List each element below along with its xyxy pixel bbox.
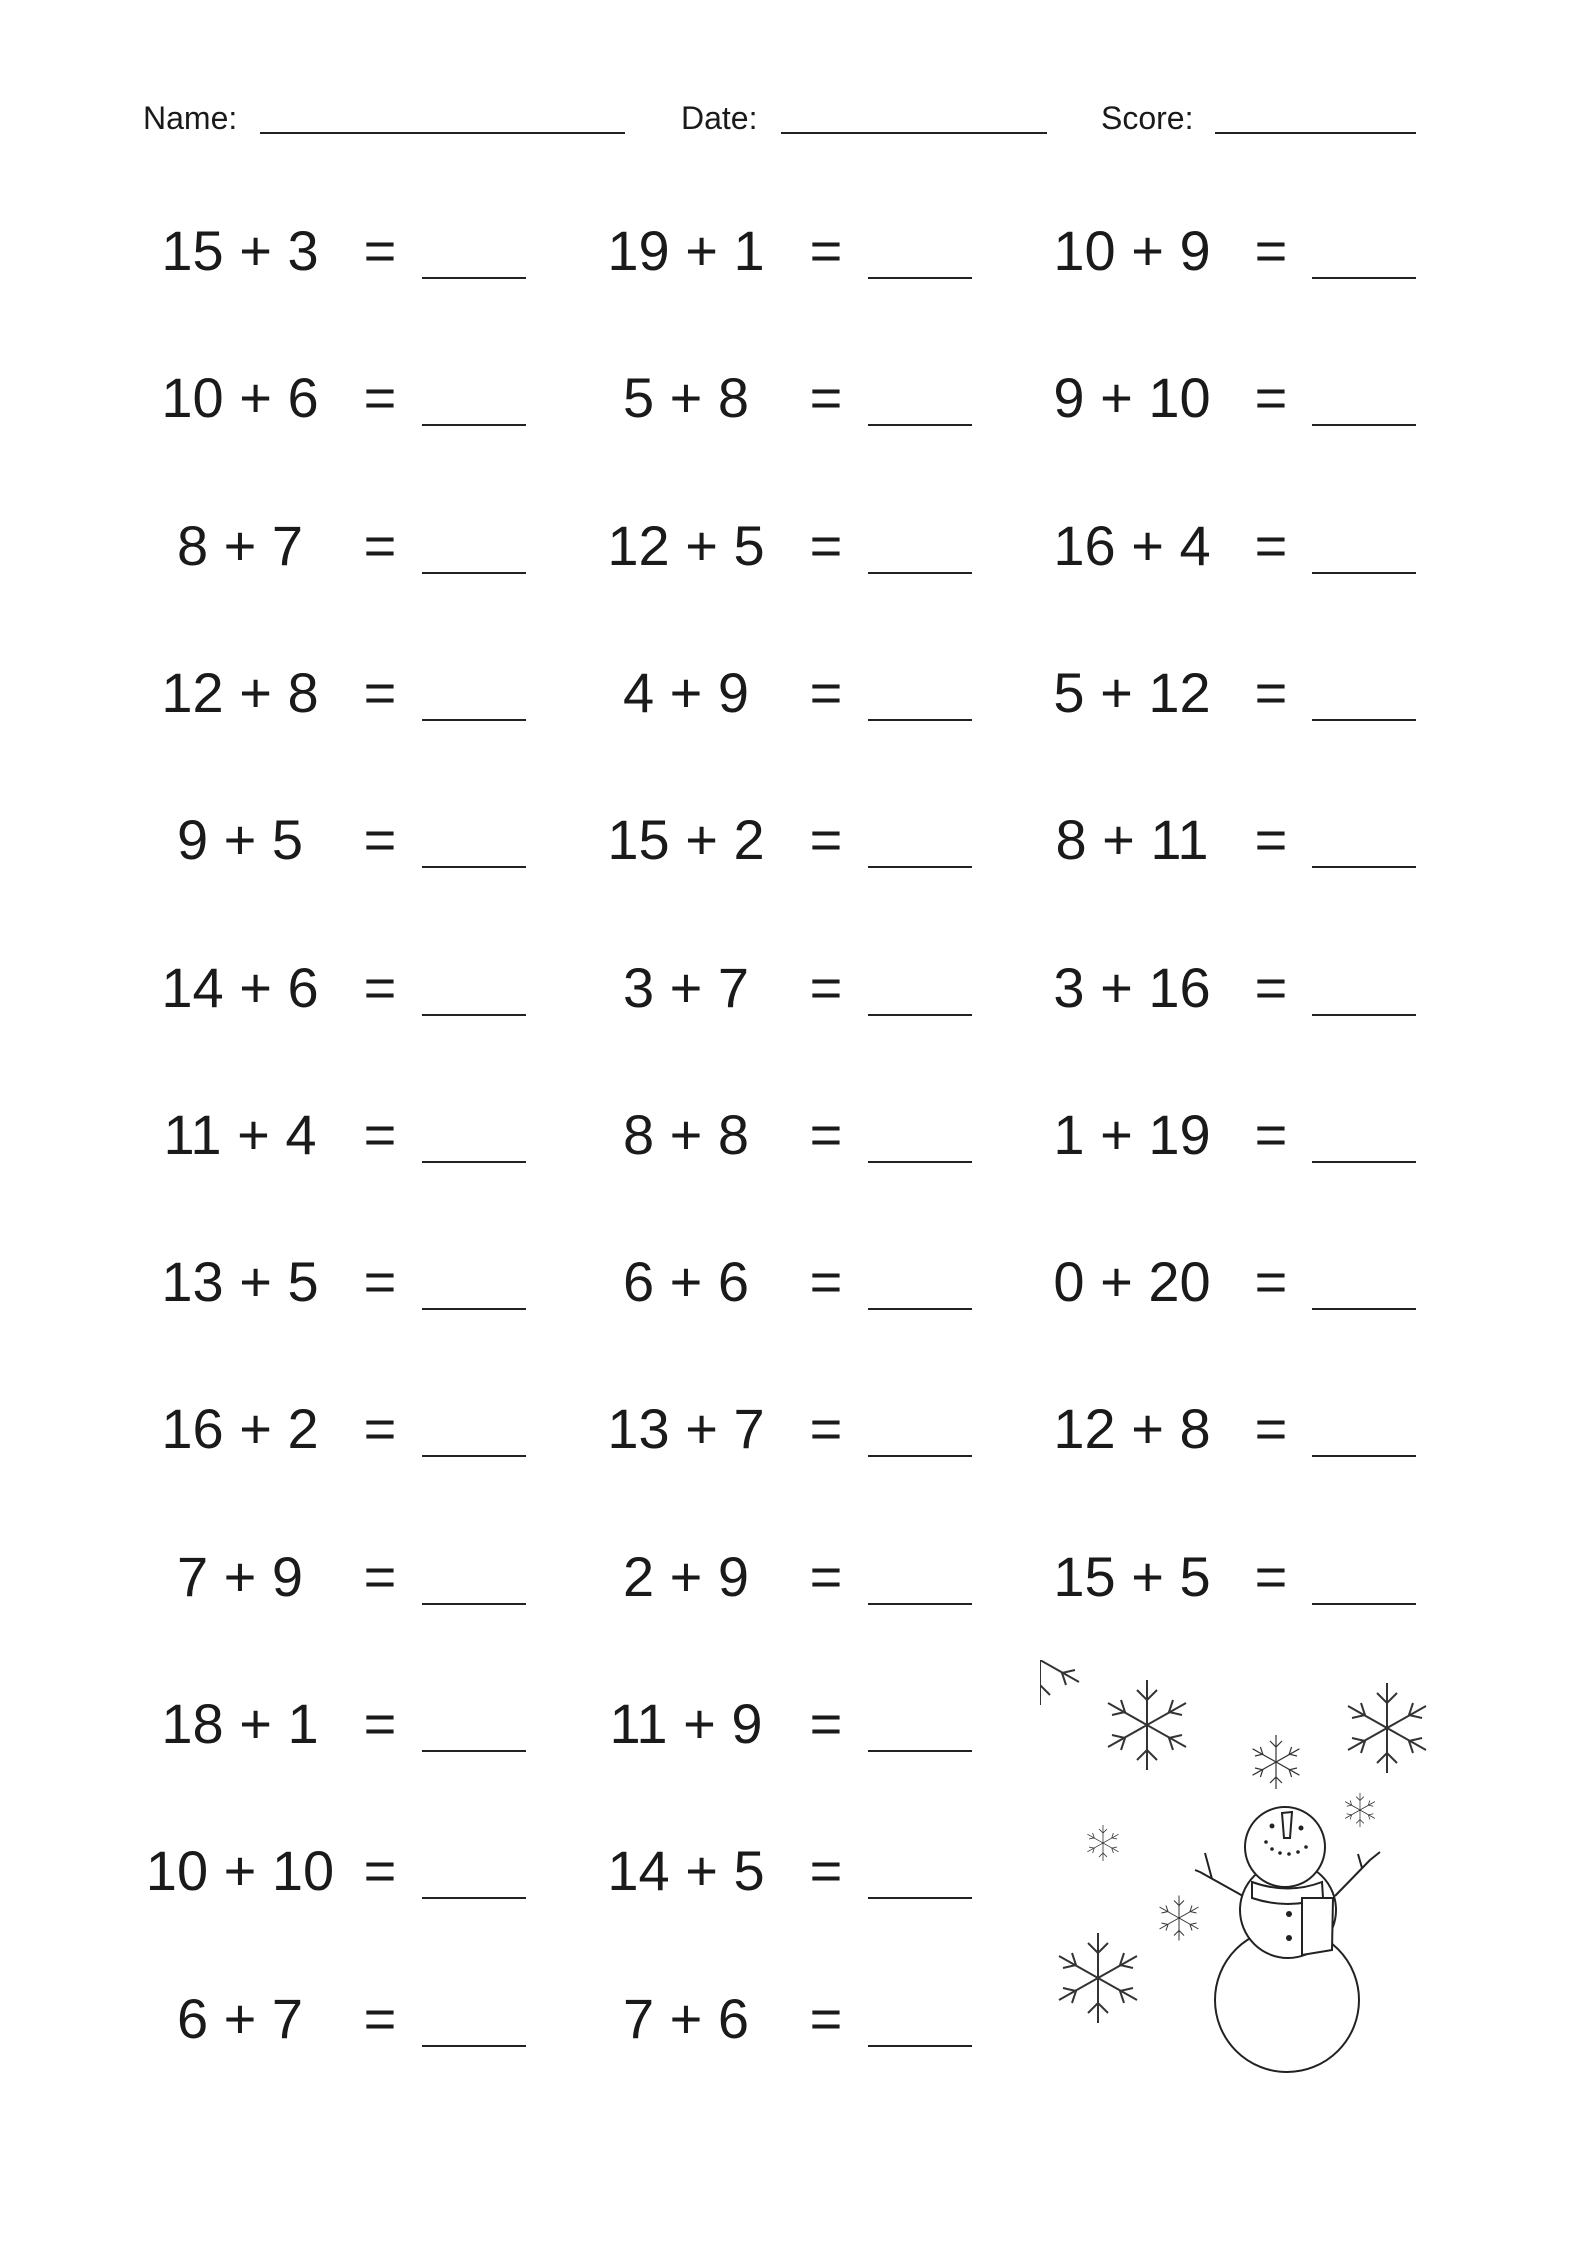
problem-expression: 7 + 9 (176, 1544, 304, 1608)
answer-blank[interactable] (1312, 277, 1416, 279)
equals-sign: = (1254, 808, 1288, 872)
answer-blank[interactable] (1312, 1455, 1416, 1457)
equals-sign: = (809, 1544, 843, 1608)
equals-sign: = (363, 1544, 397, 1608)
answer-blank[interactable] (1312, 1308, 1416, 1310)
equals-sign: = (363, 219, 397, 282)
snowflake-icon (1087, 1825, 1118, 1861)
equals-sign: = (1254, 1544, 1288, 1608)
problem-expression: 14 + 5 (607, 1839, 765, 1903)
equals-sign: = (809, 1986, 843, 2050)
answer-blank[interactable] (1312, 1014, 1416, 1016)
snowflake-icon (1348, 1683, 1426, 1773)
equals-sign: = (363, 1839, 397, 1903)
snowflake-icon (1345, 1793, 1375, 1827)
problem-expression: 5 + 12 (1053, 660, 1211, 724)
date-field[interactable] (781, 132, 1047, 134)
problem-expression: 16 + 4 (1053, 513, 1211, 577)
equals-sign: = (809, 513, 843, 577)
equals-sign: = (1254, 955, 1288, 1019)
problem-row (0, 211, 1588, 291)
name-field[interactable] (260, 132, 625, 134)
equals-sign: = (1254, 219, 1288, 282)
problem-expression: 2 + 9 (622, 1544, 750, 1608)
problem-row (0, 948, 1588, 1028)
answer-blank[interactable] (1312, 719, 1416, 721)
problem-expression: 3 + 16 (1053, 955, 1211, 1019)
problem-row (0, 1389, 1588, 1469)
name-label: Name: (143, 100, 238, 136)
problem-expression: 12 + 8 (1053, 1397, 1211, 1461)
answer-blank[interactable] (1312, 1161, 1416, 1163)
answer-blank[interactable] (1312, 866, 1416, 868)
problem-row (0, 653, 1588, 733)
problem-expression: 10 + 9 (1053, 219, 1211, 282)
equals-sign: = (363, 1986, 397, 2050)
problem-expression: 0 + 20 (1053, 1250, 1211, 1314)
equals-sign: = (809, 1250, 843, 1314)
equals-sign: = (809, 660, 843, 724)
equals-sign: = (363, 366, 397, 430)
snowman-illustration (1040, 1660, 1460, 2090)
answer-blank[interactable] (1312, 1603, 1416, 1605)
equals-sign: = (1254, 660, 1288, 724)
problem-expression: 15 + 2 (607, 808, 765, 872)
problem-expression: 6 + 7 (176, 1986, 304, 2050)
problem-expression: 16 + 2 (161, 1397, 319, 1461)
problem-expression: 15 + 3 (161, 219, 319, 282)
problem-expression: 9 + 10 (1053, 366, 1211, 430)
equals-sign: = (363, 513, 397, 577)
score-field[interactable] (1215, 132, 1416, 134)
problem-expression: 5 + 8 (622, 366, 750, 430)
problem-expression: 19 + 1 (607, 219, 765, 282)
snowflake-icon (1059, 1933, 1137, 2023)
problem-expression: 18 + 1 (161, 1692, 319, 1755)
answer-blank[interactable] (1312, 424, 1416, 426)
equals-sign: = (363, 1397, 397, 1461)
problem-row (0, 1095, 1588, 1175)
equals-sign: = (1254, 513, 1288, 577)
equals-sign: = (363, 808, 397, 872)
equals-sign: = (363, 1102, 397, 1166)
equals-sign: = (809, 219, 843, 282)
equals-sign: = (1254, 1397, 1288, 1461)
problem-expression: 1 + 19 (1053, 1102, 1211, 1166)
equals-sign: = (1254, 1102, 1288, 1166)
problem-expression: 11 + 4 (163, 1102, 317, 1166)
problem-expression: 12 + 8 (161, 660, 319, 724)
problem-row (0, 506, 1588, 586)
equals-sign: = (809, 1397, 843, 1461)
snowflake-icon (1040, 1660, 1079, 1705)
problem-expression: 8 + 7 (176, 513, 304, 577)
problem-expression: 13 + 5 (161, 1250, 319, 1314)
answer-blank[interactable] (868, 2045, 972, 2047)
answer-blank[interactable] (868, 1750, 972, 1752)
equals-sign: = (1254, 366, 1288, 430)
score-label: Score: (1101, 100, 1194, 136)
problem-row (0, 1242, 1588, 1322)
answer-blank[interactable] (1312, 572, 1416, 574)
equals-sign: = (1254, 1250, 1288, 1314)
equals-sign: = (363, 1692, 397, 1755)
problem-expression: 4 + 9 (622, 660, 750, 724)
problem-expression: 11 + 9 (609, 1692, 763, 1755)
problem-row (0, 358, 1588, 438)
equals-sign: = (809, 1102, 843, 1166)
problem-expression: 15 + 5 (1053, 1544, 1211, 1608)
equals-sign: = (809, 955, 843, 1019)
equals-sign: = (363, 1250, 397, 1314)
problem-expression: 13 + 7 (607, 1397, 765, 1461)
problem-expression: 14 + 6 (161, 955, 319, 1019)
snowflake-icon (1160, 1896, 1199, 1941)
equals-sign: = (809, 366, 843, 430)
date-label: Date: (681, 100, 758, 136)
snowman-icon (1195, 1807, 1380, 2072)
problem-row (0, 1537, 1588, 1617)
answer-blank[interactable] (868, 1897, 972, 1899)
snowflake-icon (1108, 1680, 1186, 1770)
problem-expression: 8 + 8 (622, 1102, 750, 1166)
problem-row (0, 800, 1588, 880)
problem-expression: 3 + 7 (622, 955, 750, 1019)
equals-sign: = (363, 955, 397, 1019)
problem-expression: 10 + 6 (161, 366, 319, 430)
snowflake-icon (1253, 1735, 1300, 1789)
problem-expression: 6 + 6 (622, 1250, 750, 1314)
problem-expression: 9 + 5 (176, 808, 304, 872)
equals-sign: = (809, 1692, 843, 1755)
problem-expression: 10 + 10 (145, 1839, 335, 1903)
problem-expression: 7 + 6 (622, 1986, 750, 2050)
equals-sign: = (809, 808, 843, 872)
problem-expression: 8 + 11 (1055, 808, 1209, 872)
problem-expression: 12 + 5 (607, 513, 765, 577)
equals-sign: = (363, 660, 397, 724)
equals-sign: = (809, 1839, 843, 1903)
